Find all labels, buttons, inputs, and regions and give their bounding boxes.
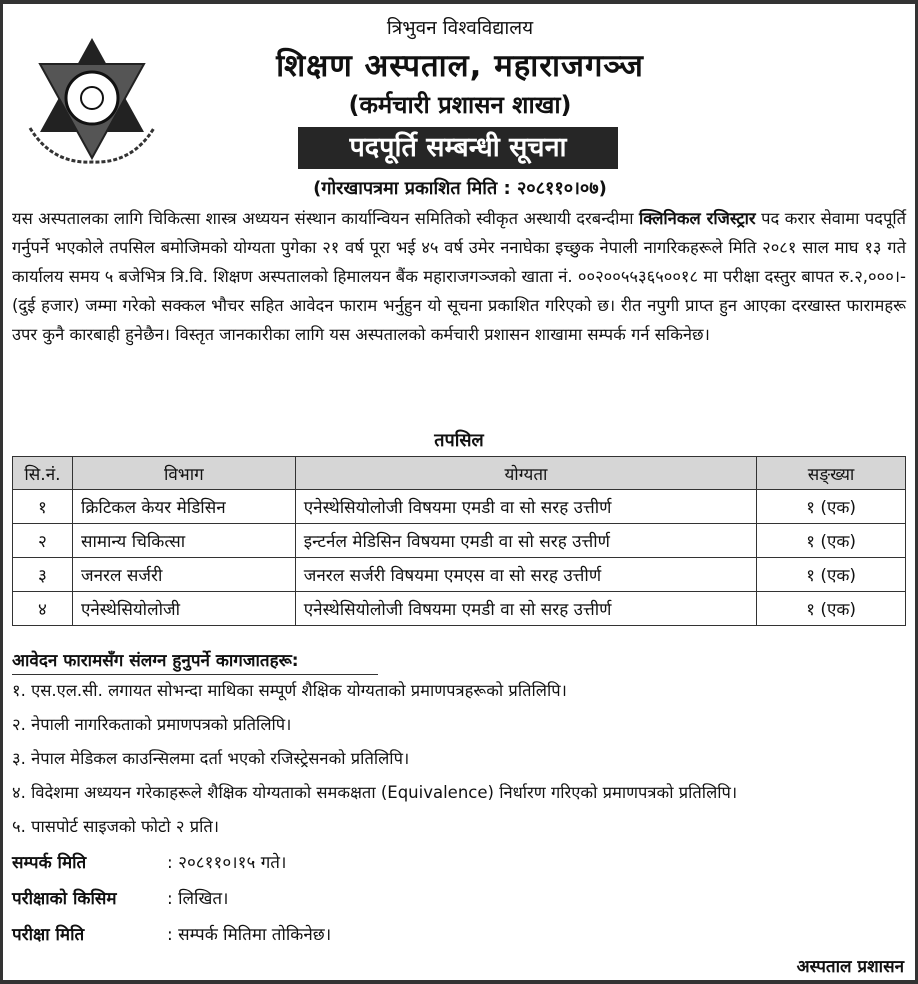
detail-label: सम्पर्क मिति (12, 853, 87, 873)
cell-qualification: एनेस्थेसियोलोजी विषयमा एमडी वा सो सरह उत्तीर्ण (295, 490, 756, 524)
cell-count: १ (एक) (757, 558, 906, 592)
body-rest: पद करार सेवामा पदपूर्ति गर्नुपर्ने भएकोले तपसिल बमोजिमको योग्यता पुगेका २१ वर्ष पूरा भई ४५ वर्ष उमेर ननाघेका इच्छुक नेपाली नागरिकहरूले मिति २०८१ साल माघ १३ गते कार्यालय समय ५ बजेभित्र त्रि.वि. शिक्षण अस्पतालको हिमालयन बैंक महाराजगञ्जको खाता नं. ००२००५५३६५००१८ मा परीक्षा दस्तुर बापत रु.२,०००।- (दुई हजार) जम्मा गरेको सक्कल भौचर सहित आवेदन फाराम भर्नुहुन यो सूचना प्रकाशित गरिएको छ। रीत नपुगी प्राप्त हुन आएका दरखास्त फारामहरू उपर कुनै कारबाही हुनेछैन। विस्तृत जानकारीका लागि यस अस्पतालको कर्मचारी प्रशासन शाखामा सम्पर्क गर्न सकिनेछ। (12, 209, 906, 344)
cell-serial: ४ (13, 592, 73, 626)
cell-department: क्रिटिकल केयर मेडिसिन (72, 490, 295, 524)
cell-qualification: इन्टर्नल मेडिसिन विषयमा एमडी वा सो सरह उत्तीर्ण (295, 524, 756, 558)
published-date: (गोरखापत्रमा प्रकाशित मिति : २०८११०।०७) (313, 178, 607, 199)
notice-title: पदपूर्ति सम्बन्धी सूचना (298, 127, 618, 169)
requirements-title: आवेदन फारामसँग संलग्न हुनुपर्ने कागजातहरू: (12, 648, 378, 675)
cell-department: एनेस्थेसियोलोजी (72, 592, 295, 626)
detail-label: परीक्षा मिति (12, 925, 85, 945)
body-intro: यस अस्पतालका लागि चिकित्सा शास्त्र अध्ययन संस्थान कार्यान्वियन समितिको स्वीकृत अस्थायी दरबन्दीमा (12, 209, 639, 228)
header-count: सङ्ख्या (757, 457, 906, 490)
detail-value: : २०८११०।१५ गते। (167, 853, 287, 873)
detail-row (12, 850, 286, 873)
cell-department: जनरल सर्जरी (72, 558, 295, 592)
table-header-row (13, 457, 906, 490)
cell-count: १ (एक) (757, 524, 906, 558)
cell-serial: १ (13, 490, 73, 524)
tu-emblem-logo (22, 36, 162, 166)
cell-department: सामान्य चिकित्सा (72, 524, 295, 558)
cell-serial: ३ (13, 558, 73, 592)
table-row (13, 524, 906, 558)
detail-row (12, 922, 331, 945)
detail-label: परीक्षाको किसिम (12, 889, 117, 909)
signature: अस्पताल प्रशासन (796, 957, 904, 977)
cell-count: १ (एक) (757, 592, 906, 626)
detail-value: : लिखित। (167, 889, 229, 909)
detail-value: : सम्पर्क मितिमा तोकिनेछ। (167, 925, 332, 945)
requirement-item: १. एस.एल.सी. लगायत सोभन्दा माथिका सम्पूर्ण शैक्षिक योग्यताको प्रमाणपत्रहरूको प्रतिलिपि। (12, 681, 567, 700)
table-row (13, 558, 906, 592)
requirement-item: ३. नेपाल मेडिकल काउन्सिलमा दर्ता भएको रजिस्ट्रेसनको प्रतिलिपि। (12, 749, 410, 768)
cell-qualification: एनेस्थेसियोलोजी विषयमा एमडी वा सो सरह उत्तीर्ण (295, 592, 756, 626)
table-row (13, 592, 906, 626)
university-name: त्रिभुवन विश्वविद्यालय (386, 17, 534, 39)
detail-row (12, 886, 229, 909)
cell-serial: २ (13, 524, 73, 558)
table-title: तपसिल (434, 430, 484, 451)
vacancy-table (12, 456, 906, 626)
requirement-item: ५. पासपोर्ट साइजको फोटो २ प्रति। (12, 817, 220, 836)
header-department: विभाग (72, 457, 295, 490)
cell-count: १ (एक) (757, 490, 906, 524)
table-row (13, 490, 906, 524)
header-qualification: योग्यता (295, 457, 756, 490)
requirement-item: ४. विदेशमा अध्ययन गरेकाहरूले शैक्षिक योग्यताको समकक्षता (Equivalence) निर्धारण गरिएको प्रमाणपत्रको प्रतिलिपि। (12, 783, 738, 802)
cell-qualification: जनरल सर्जरी विषयमा एमएस वा सो सरह उत्तीर्ण (295, 558, 756, 592)
requirement-item: २. नेपाली नागरिकताको प्रमाणपत्रको प्रतिलिपि। (12, 715, 292, 734)
notice-body (12, 204, 906, 349)
header-serial: सि.नं. (13, 457, 73, 490)
hospital-name: शिक्षण अस्पताल, महाराजगञ्ज (276, 48, 644, 84)
position-name: क्लिनिकल रजिस्ट्रार (638, 209, 756, 228)
section-name: (कर्मचारी प्रशासन शाखा) (348, 91, 572, 119)
